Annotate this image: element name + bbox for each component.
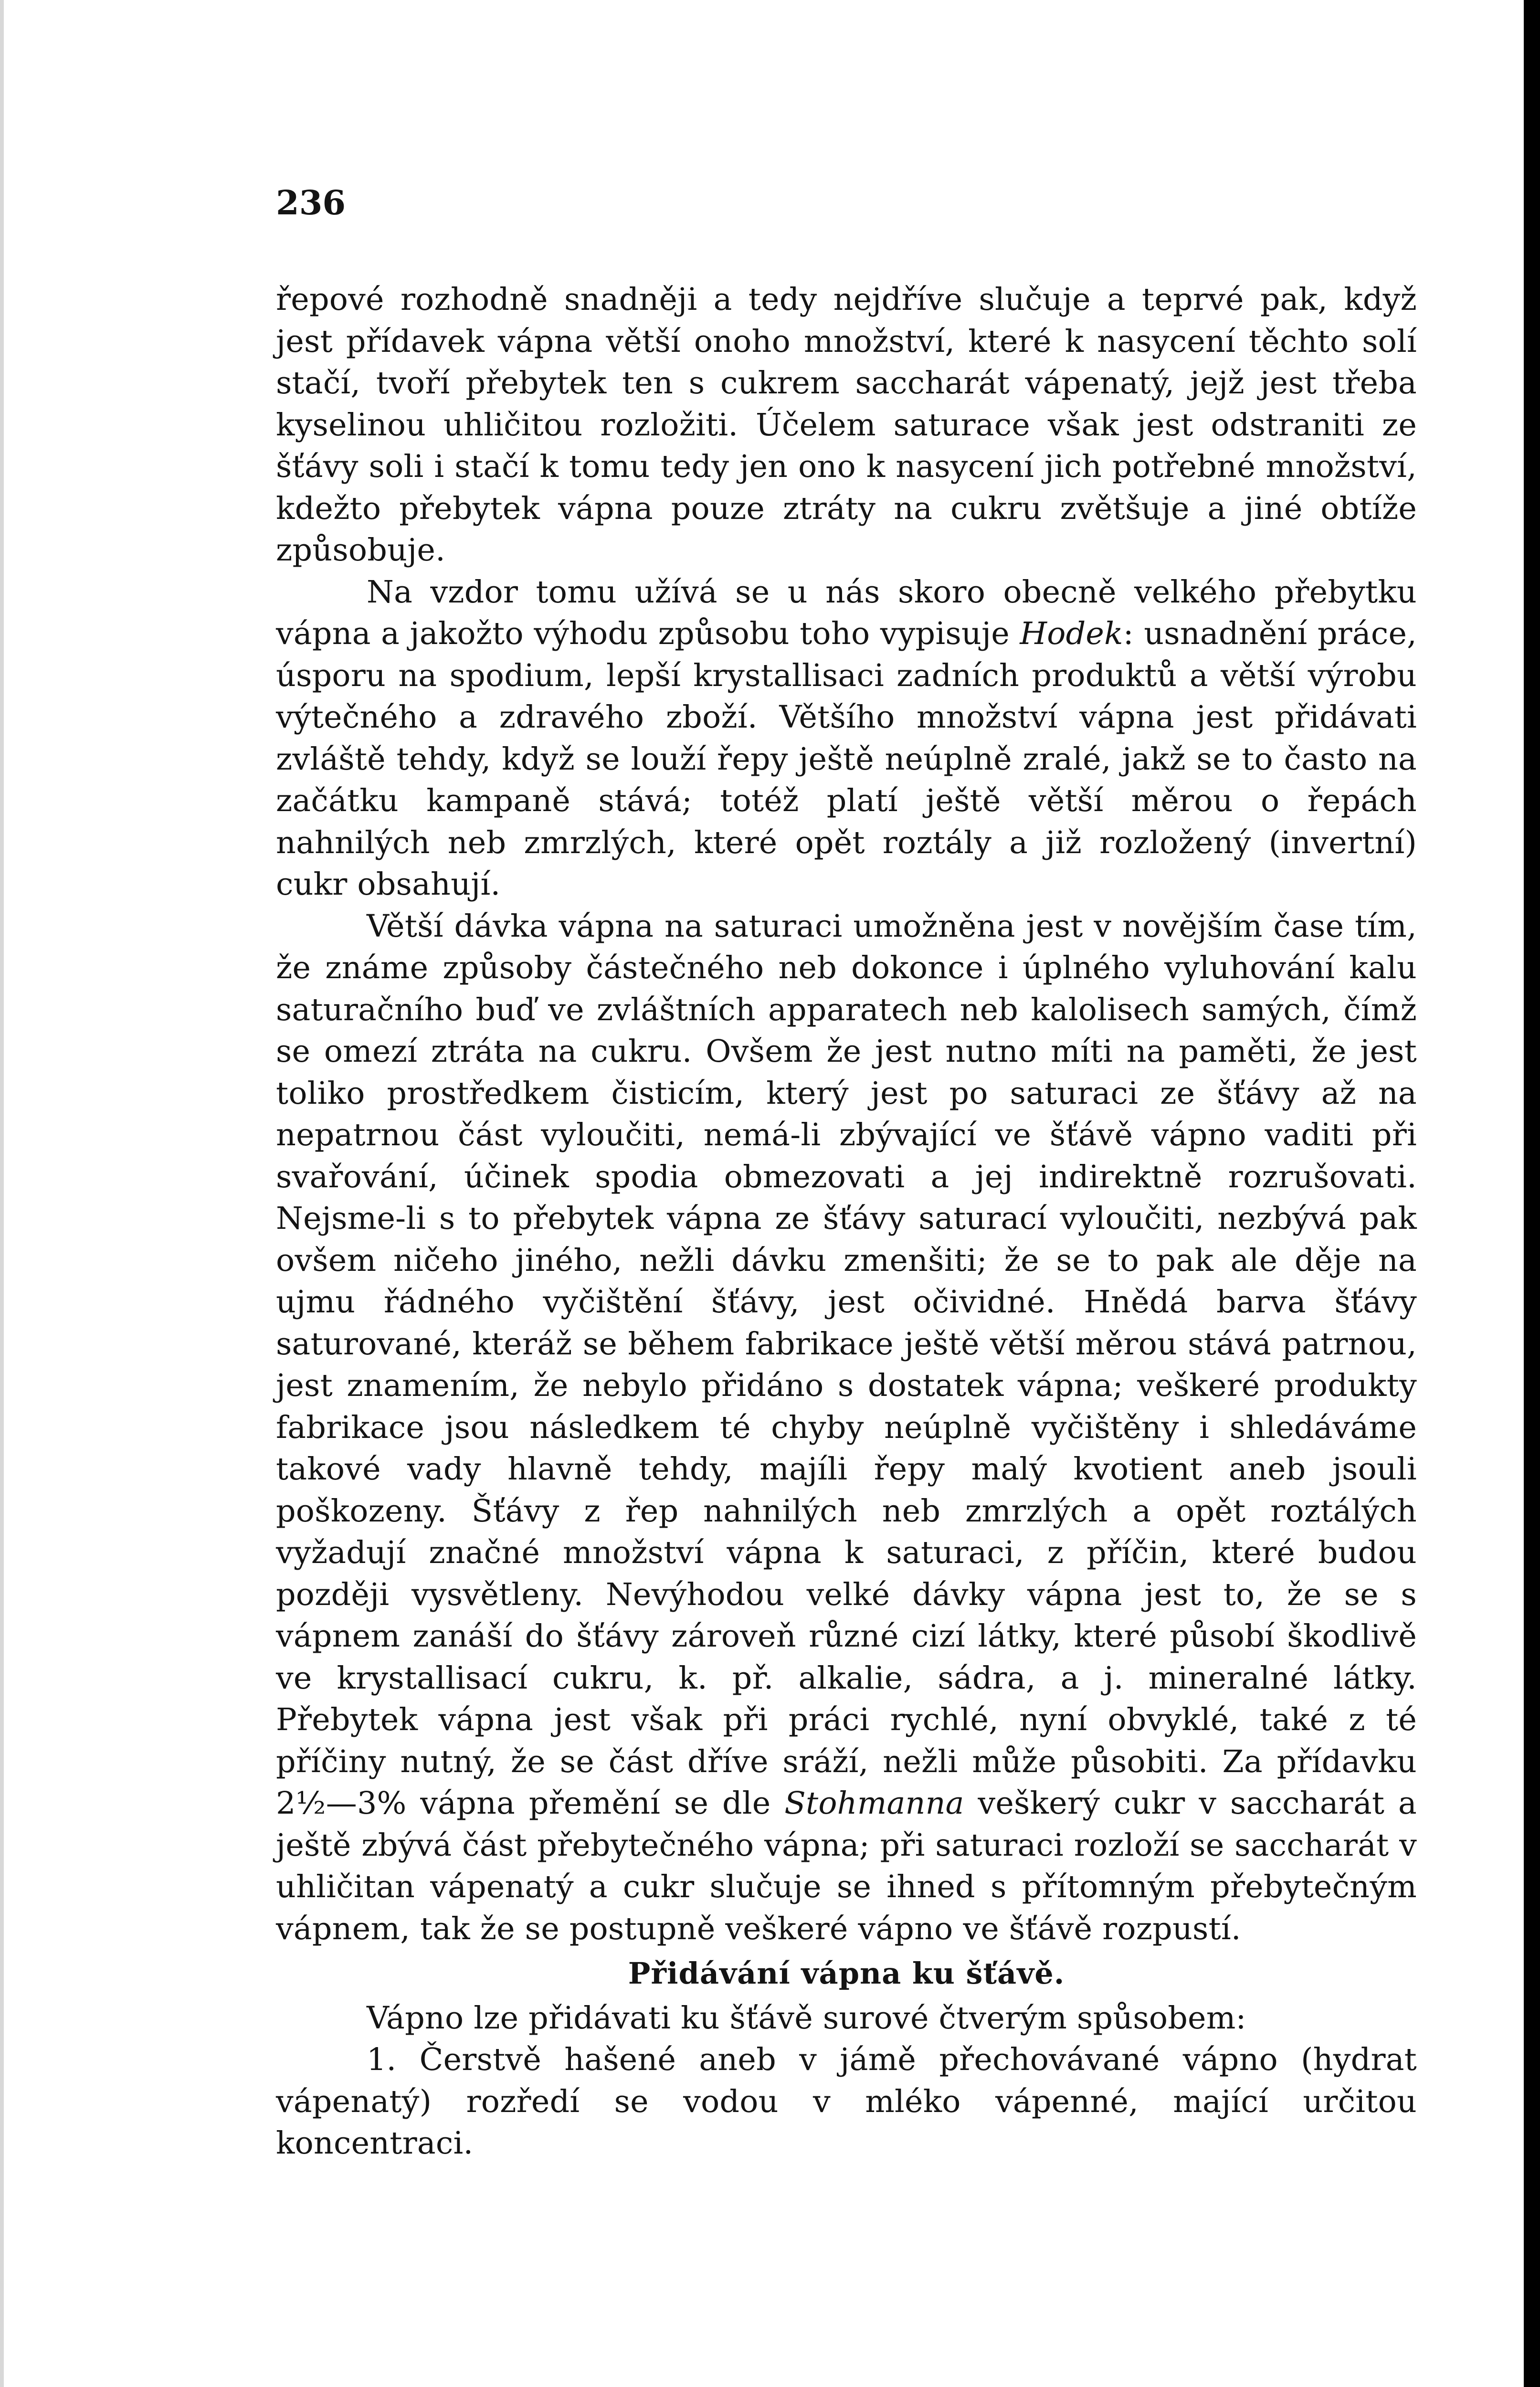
page-number: 236 xyxy=(276,183,346,222)
paragraph-text: Větší dávka vápna na saturaci umožněna jest v novějším čase tím, že známe způsoby částečného neb dokonce i úplného vyluhování kalu saturačního buď ve zvláštních apparatech neb kalolisech samých, čímž se omezí ztráta na cukru. Ovšem že jest nutno míti na paměti, že jest toliko prostředkem čisticím, který jest po saturaci ze šťávy až na nepatrnou část vyloučiti, nemá-li zbývající ve šťávě vápno vaditi při svařování, účinek spodia obmezovati a jej indirektně rozrušovati. Nejsme-li s to přebytek vápna ze šťávy saturací vyloučiti, nezbývá pak ovšem ničeho jiného, nežli dávku zmenšiti; že se to pak ale děje na ujmu řádného vyčištění šťávy, jest očividné. Hnědá barva šťávy saturované, kteráž se během fabrikace ještě větší měrou stává patrnou, jest znamením, že nebylo přidáno s dostatek vápna; veškeré produkty fabrikace jsou následkem té chyby neúplně vyčištěny i shledáváme takové vady hlavně tehdy, majíli řepy malý kvotient aneb jsouli poškozeny. Šťávy z řep nahnilých neb zmrzlých a opět roztálých vyžadují značné množství vápna k saturaci, z příčin, které budou později vysvětleny. Nevýhodou velké dávky vápna jest to, že se s vápnem zanáší do šťávy zároveň různé cizí látky, které působí škodlivě ve krystallisací cukru, k. př. alkalie, sádra, a j. mineralné látky. Přebytek vápna jest však při práci rychlé, nyní obvyklé, také z té příčiny nutný, že se část dříve sráží, nežli může působiti. Za přídavku 2½—3% vápna přemění se dle xyxy=(276,908,1417,1821)
paragraph-saturation xyxy=(276,906,1417,1950)
scan-edge-left xyxy=(0,0,4,2387)
scan-edge-right xyxy=(1524,0,1540,2387)
paragraph-methods-intro: Vápno lze přidávati ku šťávě surové čtverým spůsobem: xyxy=(367,2000,1246,2036)
paragraph-text: Na vzdor tomu užívá se u nás skoro obecně velkého přebytku vápna a jakožto výhodu způsobu toho vypisuje xyxy=(276,574,1417,652)
book-page xyxy=(276,183,1417,2165)
author-name-hodek: Hodek xyxy=(1020,616,1123,652)
paragraph-method-1: 1. Čerstvě hašené aneb v jámě přechovávané vápno (hydrat vápenatý) rozředí se vodou v mléko vápenné, mající určitou koncentraci. xyxy=(276,2042,1417,2161)
paragraph-continuation: řepové rozhodně snadněji a tedy nejdříve slučuje a teprvé pak, když jest přídavek vápna větší onoho množství, které k nasycení těchto solí stačí, tvoří přebytek ten s cukrem saccharát vápenatý, jejž jest třeba kyselinou uhličitou rozložiti. Účelem saturace však jest odstraniti ze šťávy soli i stačí k tomu tedy jen ono k nasycení jich potřebné množství, kdežto přebytek vápna pouze ztráty na cukru zvětšuje a jiné obtíže způsobuje. xyxy=(276,282,1417,568)
paragraph-text: veškerý cukr v saccharát a ještě zbývá část přebytečného vápna; při saturaci rozloží se saccharát v uhličitan vápenatý a cukr slučuje se ihned s přítomným přebytečným vápnem, tak že se postupně veškeré vápno ve šťávě rozpustí. xyxy=(276,1785,1417,1947)
author-name-stohmann: Stohmanna xyxy=(784,1785,964,1821)
page-body xyxy=(276,279,1417,2165)
section-heading: Přidávání vápna ku šťávě. xyxy=(628,1956,1065,1991)
paragraph-hodek xyxy=(276,571,1417,906)
paragraph-text: : usnadnění práce, úsporu na spodium, lepší krystallisaci zadních produktů a větší výrobu výtečného a zdravého zboží. Většího množství vápna jest přidávati zvláště tehdy, když se louží řepy ještě neúplně zralé, jakž se to často na začátku kampaně stává; totéž platí ještě větší měrou o řepách nahnilých neb zmrzlých, které opět roztály a již rozložený (invertní) cukr obsahují. xyxy=(276,616,1417,902)
